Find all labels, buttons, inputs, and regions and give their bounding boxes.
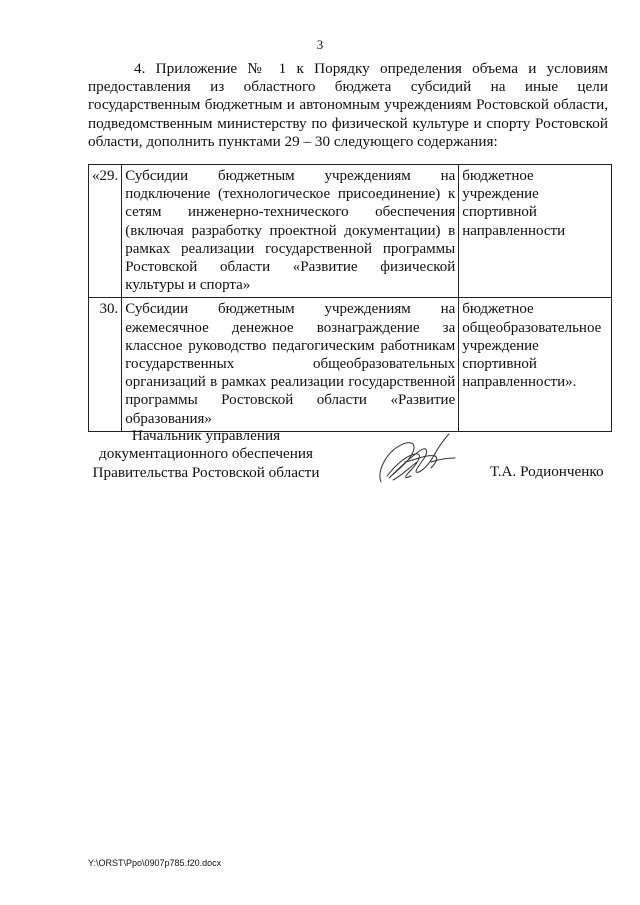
row-recipient: бюджетное общеобразовательное учреждение спортивной направленности».: [459, 298, 612, 431]
row-recipient: бюджетное учреждение спортивной направленности: [459, 165, 612, 298]
intro-paragraph: 4. Приложение № 1 к Порядку определения объема и условиям предоставления из областного бюджета субсидий на иные цели государственным бюджетным и автономным учреждениям Ростовской области, подведомственным министерству по физической культуре и спорту Ростовской области, дополнить пунктами 29 – 30 следующего содержания:: [88, 60, 608, 150]
row-description: Субсидии бюджетным учреждениям на ежемесячное денежное вознаграждение за классное руководство педагогическим работникам государственных общеобразовательных организаций в рамках реализации государственной программы Ростовской области «Развитие образования»: [122, 298, 459, 431]
table-row: [89, 165, 612, 298]
signer-title: [88, 427, 324, 482]
handwritten-signature: [375, 432, 461, 488]
file-path-footer: Y:\ORST\Ppo\0907p785.f20.docx: [88, 858, 222, 868]
row-description: Субсидии бюджетным учреждениям на подключение (технологическое присоединение) к сетям инженерно-технического обеспечения (включая разработку проектной документации) в рамках реализации государственной программы Ростовской области «Развитие физической культуры и спорта»: [122, 165, 459, 298]
row-number: «29.: [89, 165, 122, 298]
signer-title-line: Начальник управления: [131, 427, 281, 444]
table-row: [89, 298, 612, 431]
row-number: 30.: [89, 298, 122, 431]
page-number: 3: [316, 37, 324, 52]
signer-title-line: документационного обеспечения: [99, 445, 313, 463]
amendment-table: [88, 164, 612, 432]
signer-name: Т.А. Родионченко: [490, 463, 604, 480]
signer-title-line: Правительства Ростовской области: [92, 463, 320, 481]
